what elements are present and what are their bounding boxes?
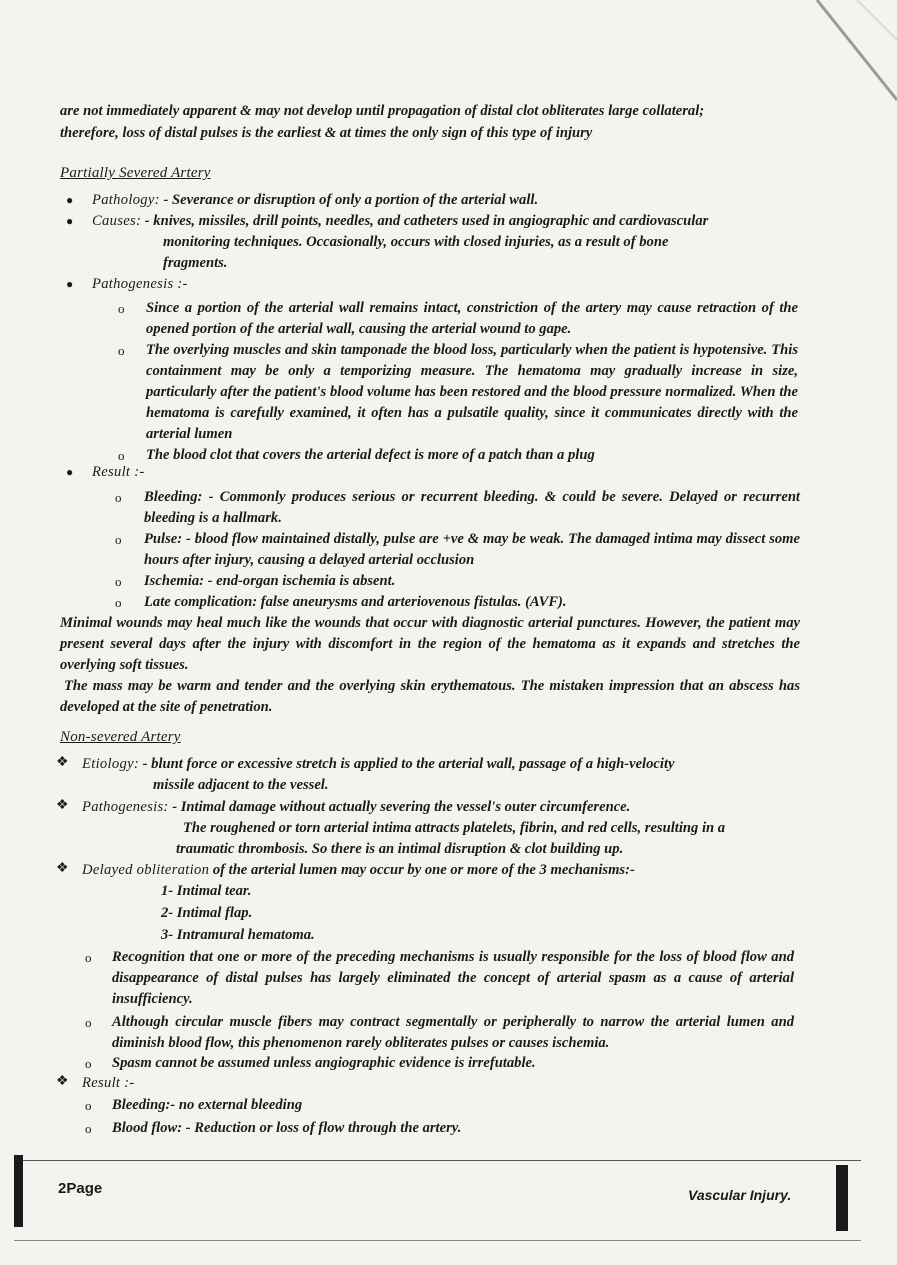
circle-bullet-icon: o: [118, 301, 125, 316]
ns-pathogenesis-text-3: traumatic thrombosis. So there is an intimal disruption & clot building up.: [176, 841, 624, 857]
intro-line-1: are not immediately apparent & may not develop until propagation of distal clot obliterates large collateral;: [60, 103, 705, 119]
ns-result-item-1: Bleeding:- no external bleeding: [112, 1097, 303, 1113]
ns-result-term: Result :-: [82, 1075, 135, 1091]
page-number: 2Page: [58, 1180, 103, 1197]
heading-non-severed: Non-severed Artery: [60, 729, 181, 745]
heading-partially-severed: Partially Severed Artery: [60, 165, 211, 181]
footer-rule: [14, 1160, 861, 1161]
partial-paragraph-1: Minimal wounds may heal much like the wounds that occur with diagnostic arterial punctures. However, the patient may present several days after the injury with discomfort in the region of the hematoma as it expands and stretches the overlying soft tissues.: [60, 615, 800, 673]
page-corner-shadow: [777, 0, 897, 120]
footer-bar-left: [14, 1155, 23, 1227]
circle-bullet-icon: o: [85, 1121, 92, 1136]
causes-line-1: [92, 211, 708, 232]
pathogenesis-item-1: Since a portion of the arterial wall remains intact, constriction of the artery may cause retraction of the opened portion of the arterial wall, causing the arterial wound to gape.: [146, 300, 798, 337]
result-item-1: Bleeding: - Commonly produces serious or recurrent bleeding. & could be severe. Delayed or recurrent bleeding is a hallmark.: [144, 489, 800, 526]
circle-bullet-icon: o: [118, 448, 125, 463]
etiology-line-1: [82, 754, 674, 775]
circle-bullet-icon: o: [85, 1098, 92, 1113]
pathology-text: - Severance or disruption of only a portion of the arterial wall.: [159, 192, 539, 208]
mechanism-1: 1- Intimal tear.: [161, 883, 252, 899]
bullet-icon: ●: [66, 465, 74, 479]
ns-pathogenesis-text-1: - Intimal damage without actually severing the vessel's outer circumference.: [168, 799, 631, 815]
etiology-text-1: - blunt force or excessive stretch is applied to the arterial wall, passage of a high-velocity: [139, 756, 675, 772]
circle-bullet-icon: o: [115, 574, 122, 589]
delayed-text: of the arterial lumen may occur by one or more of the 3 mechanisms:-: [209, 862, 635, 878]
bullet-icon: ●: [66, 277, 74, 291]
partial-paragraph-2: The mass may be warm and tender and the overlying skin erythematous. The mistaken impression that an abscess has developed at the site of penetration.: [60, 678, 800, 715]
circle-bullet-icon: o: [115, 490, 122, 505]
etiology-term: Etiology:: [82, 756, 140, 772]
result-item-4: Late complication: false aneurysms and arteriovenous fistulas. (AVF).: [144, 594, 567, 610]
delayed-term: Delayed obliteration: [82, 862, 210, 878]
etiology-text-2: missile adjacent to the vessel.: [153, 777, 329, 793]
bullet-icon: ●: [66, 193, 74, 207]
mechanism-3: 3- Intramural hematoma.: [161, 927, 315, 943]
ns-pathogenesis-term: Pathogenesis:: [82, 799, 169, 815]
result-term: Result :-: [92, 464, 145, 480]
bullet-icon: ●: [66, 214, 74, 228]
circle-bullet-icon: o: [115, 532, 122, 547]
note-3: Spasm cannot be assumed unless angiographic evidence is irrefutable.: [112, 1055, 536, 1071]
result-item-3: Ischemia: - end-organ ischemia is absent.: [144, 573, 396, 589]
diamond-bullet-icon: ❖: [56, 798, 69, 813]
pathogenesis-term: Pathogenesis :-: [92, 276, 188, 292]
causes-text-1: - knives, missiles, drill points, needles, and catheters used in angiographic and cardiovascular: [141, 213, 709, 229]
diamond-bullet-icon: ❖: [56, 1074, 69, 1089]
ns-pathogenesis-text-2: The roughened or torn arterial intima attracts platelets, fibrin, and red cells, resulting in a: [183, 820, 726, 836]
pathology-term: Pathology:: [92, 192, 160, 208]
ns-pathogenesis-line-1: [82, 797, 630, 818]
causes-term: Causes:: [92, 213, 142, 229]
circle-bullet-icon: o: [115, 595, 122, 610]
note-1: Recognition that one or more of the preceding mechanisms is usually responsible for the loss of blood flow and disappearance of distal pulses has largely eliminated the concept of arterial spasm as a cause of arterial insufficiency.: [112, 949, 794, 1007]
circle-bullet-icon: o: [118, 343, 125, 358]
footer-bottom-rule: [14, 1240, 861, 1241]
note-2: Although circular muscle fibers may contract segmentally or peripherally to narrow the arterial lumen and diminish blood flow, this phenomenon rarely obliterates pulses or causes ischemia.: [112, 1014, 794, 1051]
causes-text-3: fragments.: [163, 255, 228, 271]
pathology-line: [92, 190, 538, 211]
diamond-bullet-icon: ❖: [56, 861, 69, 876]
result-item-2: Pulse: - blood flow maintained distally, pulse are +ve & may be weak. The damaged intima may dissect some hours after injury, causing a delayed arterial occlusion: [144, 531, 800, 568]
circle-bullet-icon: o: [85, 1015, 92, 1030]
delayed-line: [82, 860, 635, 881]
ns-result-item-2: Blood flow: - Reduction or loss of flow through the artery.: [112, 1120, 462, 1136]
circle-bullet-icon: o: [85, 1056, 92, 1071]
footer-bar-right: [836, 1165, 848, 1231]
circle-bullet-icon: o: [85, 950, 92, 965]
causes-text-2: monitoring techniques. Occasionally, occurs with closed injuries, as a result of bone: [163, 234, 669, 250]
mechanism-2: 2- Intimal flap.: [161, 905, 253, 921]
intro-line-2: therefore, loss of distal pulses is the earliest & at times the only sign of this type of injury: [60, 125, 593, 141]
pathogenesis-item-3: The blood clot that covers the arterial defect is more of a patch than a plug: [146, 447, 595, 463]
pathogenesis-item-2: The overlying muscles and skin tamponade the blood loss, particularly when the patient is hypotensive. This containment may be only a temporizing measure. The hematoma may gradually increase in size, particularly after the patient's blood volume has been restored and the blood pressure normalized. When the hematoma is carefully examined, it often has a pulsatile quality, since it communicates directly with the arterial lumen: [146, 342, 798, 442]
document-title: Vascular Injury.: [688, 1187, 792, 1203]
diamond-bullet-icon: ❖: [56, 755, 69, 770]
